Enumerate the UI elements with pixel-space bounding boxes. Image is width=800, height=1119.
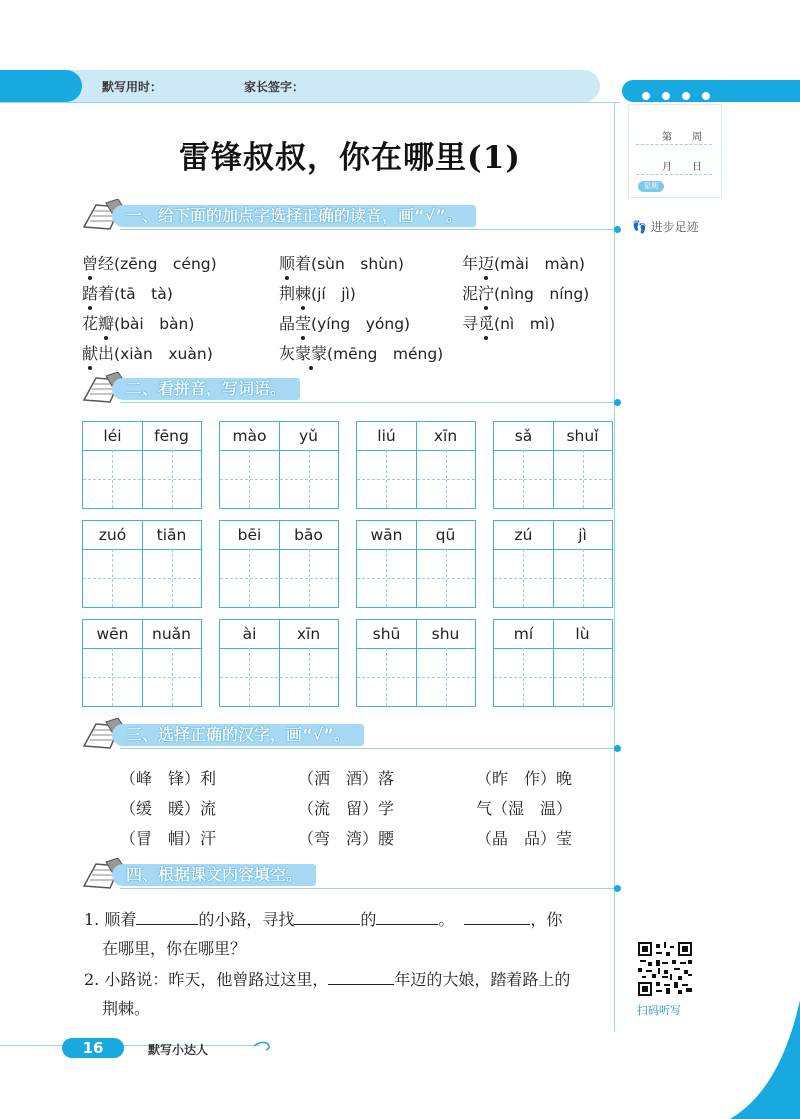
pinyin-syllable: lù xyxy=(575,625,590,643)
pinyin-options: (jí jì) xyxy=(311,285,356,303)
pinyin-syllable: shuǐ xyxy=(566,427,599,445)
grid-guide xyxy=(249,648,250,706)
pinyin-syllable: shu xyxy=(431,625,460,643)
grid-guide xyxy=(309,450,310,508)
footprint-icon: 👣 xyxy=(632,220,647,234)
blank-input[interactable] xyxy=(464,908,530,925)
section-title-3: 三、选择正确的汉字，画“√”。 xyxy=(112,724,364,746)
grid-divider xyxy=(416,620,417,706)
grid-divider xyxy=(416,422,417,508)
writing-cell[interactable] xyxy=(356,520,476,608)
pinyin-syllable: yǔ xyxy=(299,427,318,445)
pinyin-syllable: tiān xyxy=(156,526,187,544)
pinyin-choice[interactable] xyxy=(279,281,356,304)
grid-guide xyxy=(583,648,584,706)
pinyin-options: (nì mì) xyxy=(494,315,556,333)
pinyin-syllable: mí xyxy=(513,625,534,643)
char-a: 顺 xyxy=(279,251,295,274)
pinyin-choice[interactable] xyxy=(462,281,589,304)
grid-divider xyxy=(279,422,280,508)
grid-guide xyxy=(357,677,475,678)
grid-guide xyxy=(583,450,584,508)
section-line xyxy=(120,888,616,889)
pinyin-options: (mài màn) xyxy=(494,255,585,273)
swirl-icon xyxy=(252,1040,272,1052)
grid-guide xyxy=(172,648,173,706)
char-b: 棘 xyxy=(295,281,311,304)
grid-guide xyxy=(583,549,584,607)
ring-icon xyxy=(640,90,652,102)
blank-input[interactable] xyxy=(328,968,394,985)
pinyin-syllable: wēn xyxy=(96,625,129,643)
char-b: 迈 xyxy=(478,251,494,274)
grid-divider xyxy=(553,521,554,607)
pinyin-options: (tā tà) xyxy=(114,285,173,303)
char-a: 晶 xyxy=(279,314,296,333)
grid-guide xyxy=(386,450,387,508)
char-a: 灰 xyxy=(279,344,296,363)
pinyin-syllable: liú xyxy=(377,427,396,445)
grid-guide xyxy=(446,450,447,508)
grid-guide xyxy=(494,677,612,678)
pinyin-choice[interactable] xyxy=(462,311,555,334)
char-b: 蒙蒙 xyxy=(295,341,327,364)
char-choice[interactable]: （弯 湾）腰 xyxy=(298,829,395,848)
char-choice[interactable]: （晶 品）莹 xyxy=(476,829,573,848)
pinyin-choice[interactable] xyxy=(82,281,173,304)
grid-guide xyxy=(220,479,338,480)
fill-question-2 xyxy=(84,967,570,990)
char-b: 出 xyxy=(98,344,115,363)
pinyin-syllable: ài xyxy=(242,625,257,643)
pinyin-options: (sùn shùn) xyxy=(311,255,404,273)
char-b: 觅 xyxy=(478,311,494,334)
top-border xyxy=(0,102,620,103)
grid-guide xyxy=(83,677,201,678)
section-title-2: 二、看拼音，写词语。 xyxy=(112,378,300,400)
char-a: 踏 xyxy=(82,281,98,304)
grid-guide xyxy=(172,450,173,508)
grid-divider xyxy=(553,620,554,706)
fill-text: 。 xyxy=(438,910,455,929)
section-title-1: 一、给下面的加点字选择正确的读音，画“√”。 xyxy=(112,205,476,227)
book-title: 默写小达人 xyxy=(148,1043,209,1057)
writing-cell[interactable] xyxy=(493,421,613,509)
pinyin-syllable: zú xyxy=(514,526,533,544)
grid-guide xyxy=(386,648,387,706)
writing-cell[interactable] xyxy=(493,520,613,608)
grid-guide xyxy=(249,450,250,508)
pinyin-choice[interactable] xyxy=(279,251,404,274)
grid-guide xyxy=(523,648,524,706)
grid-guide xyxy=(220,578,338,579)
grid-divider xyxy=(279,620,280,706)
pinyin-syllable: nuǎn xyxy=(152,625,191,643)
section-title-4: 四、根据课文内容填空。 xyxy=(112,864,316,886)
ring-icon xyxy=(680,90,692,102)
page-number: 16 xyxy=(62,1038,124,1058)
grid-guide xyxy=(83,578,201,579)
pinyin-choice[interactable] xyxy=(462,251,585,274)
pinyin-options: (mēng méng) xyxy=(327,345,444,363)
grid-guide xyxy=(112,450,113,508)
pinyin-syllable: bāo xyxy=(294,526,323,544)
writing-cell[interactable] xyxy=(493,619,613,707)
calendar-week: 第 周 xyxy=(662,132,702,143)
time-label: 默写用时： xyxy=(102,80,163,94)
progress-text: 进步足迹 xyxy=(650,220,699,234)
signature-label: 家长签字： xyxy=(244,80,305,94)
pinyin-options: (bài bàn) xyxy=(114,315,195,333)
grid-guide xyxy=(83,479,201,480)
section-line xyxy=(120,402,616,403)
ring-icon xyxy=(700,90,712,102)
fill-question-1-line2: 在哪里，你在哪里？ xyxy=(102,939,247,958)
section-dot xyxy=(614,399,621,406)
writing-cell[interactable] xyxy=(356,619,476,707)
pinyin-choice[interactable] xyxy=(279,311,410,334)
writing-cell[interactable] xyxy=(82,421,202,509)
grid-guide xyxy=(523,450,524,508)
blank-input[interactable] xyxy=(376,908,438,925)
pinyin-options: (yíng yóng) xyxy=(311,315,411,333)
pinyin-syllable: xīn xyxy=(433,427,458,445)
pinyin-syllable: sǎ xyxy=(514,427,533,445)
grid-guide xyxy=(357,479,475,480)
grid-guide xyxy=(446,648,447,706)
fill-text: 2. 小路说：昨天，他曾路过这里， xyxy=(84,970,329,989)
grid-guide xyxy=(494,578,612,579)
section-header-4 xyxy=(80,862,620,892)
fill-question-2-line2: 荆棘。 xyxy=(102,999,151,1018)
pinyin-choice[interactable] xyxy=(82,341,213,364)
progress-label xyxy=(632,218,699,235)
section-dot xyxy=(614,226,621,233)
char-choice[interactable]: （缓 暖）流 xyxy=(120,799,217,818)
char-a: 献 xyxy=(82,341,98,364)
char-choice[interactable]: （洒 酒）落 xyxy=(298,769,395,788)
writing-cell[interactable] xyxy=(219,421,339,509)
grid-guide xyxy=(523,549,524,607)
section-header-2 xyxy=(80,376,620,406)
page-title: 雷锋叔叔，你在哪里(1) xyxy=(179,140,521,176)
char-a: 荆 xyxy=(279,284,296,303)
pinyin-syllable: fēng xyxy=(154,427,189,445)
pinyin-choice[interactable] xyxy=(279,341,443,364)
fill-text: 1. 顺着 xyxy=(84,910,137,929)
char-b: 泞 xyxy=(478,281,494,304)
pinyin-choice[interactable] xyxy=(82,251,217,274)
char-b: 着 xyxy=(295,254,312,273)
section-line xyxy=(120,229,616,230)
grid-guide xyxy=(172,549,173,607)
grid-divider xyxy=(279,521,280,607)
pinyin-syllable: wān xyxy=(370,526,403,544)
char-choice[interactable]: （昨 作）晚 xyxy=(476,769,573,788)
pinyin-options: (nìng níng) xyxy=(494,285,590,303)
weekday-badge: 星期 xyxy=(638,181,664,192)
fill-question-1 xyxy=(84,907,562,930)
section-line xyxy=(120,748,616,749)
writing-cell[interactable] xyxy=(82,619,202,707)
pinyin-syllable: shū xyxy=(372,625,401,643)
pinyin-syllable: léi xyxy=(103,427,122,445)
section-header-3 xyxy=(80,722,620,752)
grid-guide xyxy=(249,549,250,607)
pinyin-options: (zēng céng) xyxy=(114,255,217,273)
page-corner-decoration xyxy=(690,1000,800,1119)
pinyin-options: (xiàn xuàn) xyxy=(114,345,213,363)
pinyin-syllable: xīn xyxy=(296,625,321,643)
grid-guide xyxy=(386,549,387,607)
grid-divider xyxy=(416,521,417,607)
qr-label: 扫码听写 xyxy=(637,1004,681,1017)
char-b: 经 xyxy=(98,254,115,273)
grid-guide xyxy=(220,677,338,678)
pinyin-syllable: qū xyxy=(435,526,456,544)
pinyin-syllable: jì xyxy=(578,526,587,544)
fill-text: 的小路，寻找 xyxy=(198,910,295,929)
char-b: 着 xyxy=(98,284,115,303)
grid-guide xyxy=(357,578,475,579)
grid-guide xyxy=(112,549,113,607)
char-choice[interactable]: （冒 帽）汗 xyxy=(120,829,217,848)
writing-cell[interactable] xyxy=(219,520,339,608)
char-choice[interactable]: （流 留）学 xyxy=(298,799,395,818)
char-choice[interactable]: 气（湿 温） xyxy=(476,799,573,818)
char-a: 寻 xyxy=(462,314,479,333)
fill-text: ，你 xyxy=(530,910,563,929)
char-a: 花 xyxy=(82,314,99,333)
grid-divider xyxy=(553,422,554,508)
pinyin-syllable: zuó xyxy=(98,526,127,544)
ring-icon xyxy=(660,90,672,102)
blank-input[interactable] xyxy=(294,908,360,925)
writing-cell[interactable] xyxy=(82,520,202,608)
section-dot xyxy=(614,885,621,892)
grid-guide xyxy=(446,549,447,607)
qr-code-icon[interactable] xyxy=(638,942,692,996)
pinyin-syllable: bēi xyxy=(237,526,262,544)
header-tab xyxy=(0,70,82,102)
right-border xyxy=(614,102,615,1032)
writing-cell[interactable] xyxy=(356,421,476,509)
calendar-date: 月 日 xyxy=(662,162,702,173)
char-b: 莹 xyxy=(295,311,311,334)
pinyin-syllable: mào xyxy=(232,427,267,445)
grid-divider xyxy=(142,521,143,607)
writing-cell[interactable] xyxy=(219,619,339,707)
grid-guide xyxy=(494,479,612,480)
pinyin-choice[interactable] xyxy=(82,311,194,334)
grid-guide xyxy=(309,549,310,607)
char-a: 泥 xyxy=(462,284,479,303)
grid-divider xyxy=(142,422,143,508)
grid-guide xyxy=(309,648,310,706)
char-b: 瓣 xyxy=(98,311,114,334)
fill-text: 年迈的大娘，踏着路上的 xyxy=(394,970,571,989)
char-a: 曾 xyxy=(82,251,98,274)
grid-divider xyxy=(142,620,143,706)
char-choice[interactable]: （峰 锋）利 xyxy=(120,769,217,788)
footer-line xyxy=(0,1045,260,1046)
blank-input[interactable] xyxy=(136,908,198,925)
section-header-1 xyxy=(80,203,620,233)
section-dot xyxy=(614,745,621,752)
grid-guide xyxy=(112,648,113,706)
fill-text: 的 xyxy=(360,910,377,929)
char-a: 年 xyxy=(462,254,479,273)
